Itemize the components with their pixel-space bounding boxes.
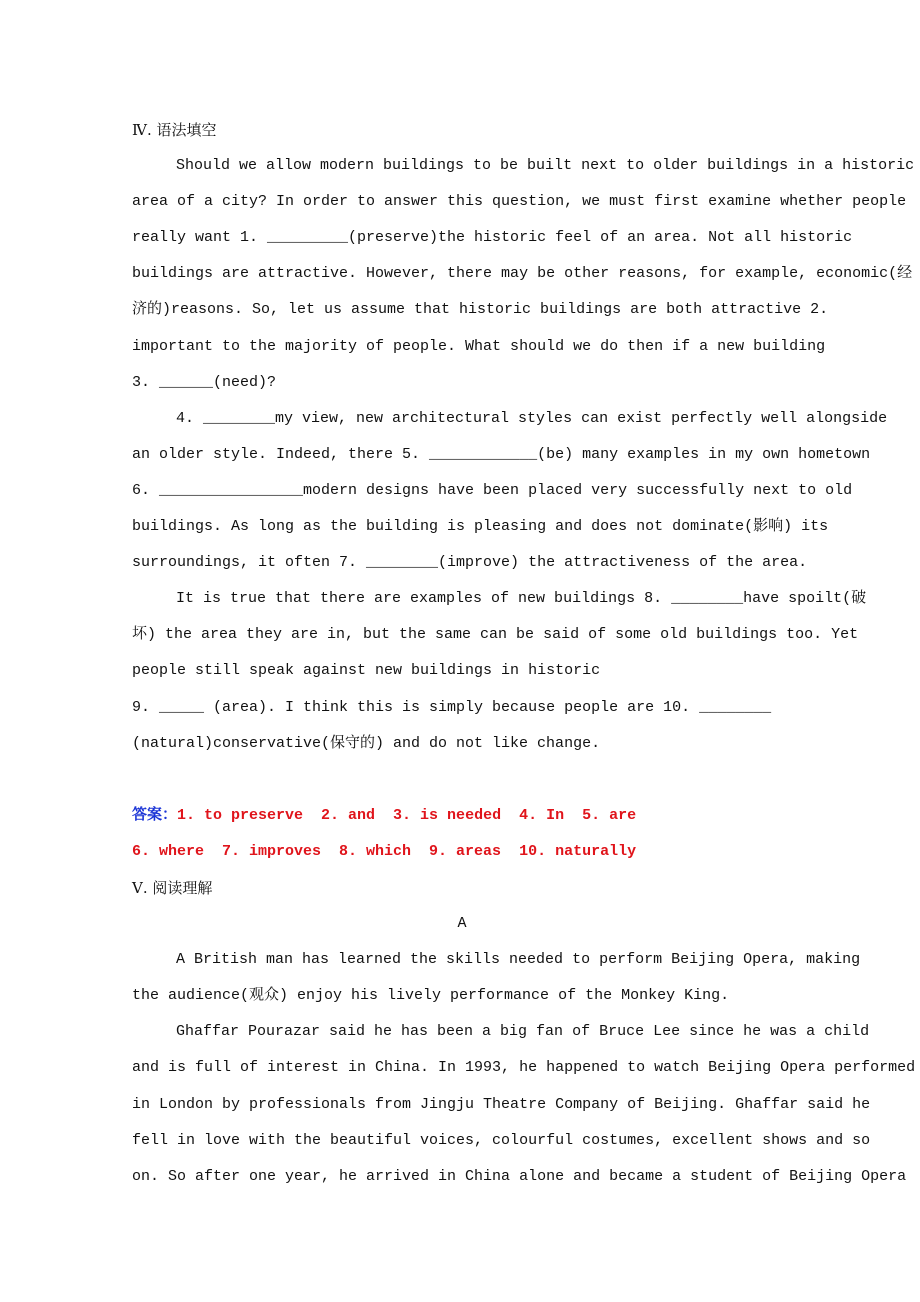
- answer-label: 答案：: [132, 806, 178, 824]
- paragraph-line: Should we allow modern buildings to be built next to older buildings in a historic: [176, 157, 915, 175]
- section-heading-grammar: Ⅳ. 语法填空: [132, 121, 217, 139]
- paragraph-line: area of a city? In order to answer this question, we must first examine whether people: [132, 193, 907, 211]
- answer-line-2: [132, 834, 792, 870]
- paragraph-line: an older style. Indeed, there 5. ____________(be) many examples in my own hometown: [132, 445, 871, 463]
- paragraph-line: 9. _____ (area). I think this is simply because people are 10. ________: [132, 698, 772, 716]
- paragraph-line: It is true that there are examples of new buildings 8. ________have spoilt(破: [176, 590, 867, 608]
- paragraph-line: Ghaffar Pourazar said he has been a big fan of Bruce Lee since he was a child: [176, 1023, 870, 1041]
- paragraph-line: surroundings, it often 7. ________(improve) the attractiveness of the area.: [132, 554, 808, 572]
- paragraph-line: important to the majority of people. What should we do then if a new building: [132, 337, 826, 355]
- paragraph-line: fell in love with the beautiful voices, colourful costumes, excellent shows and so: [132, 1131, 871, 1149]
- paragraph-line: buildings. As long as the building is pleasing and does not dominate(影响) its: [132, 518, 829, 536]
- paragraph-line: people still speak against new buildings in historic: [132, 662, 601, 680]
- paragraph-line: 坏) the area they are in, but the same can be said of some old buildings too. Yet: [132, 626, 859, 644]
- paragraph-line: A British man has learned the skills needed to perform Beijing Opera, making: [176, 951, 861, 969]
- document-page: [132, 112, 916, 1195]
- paragraph-line: 6. ________________modern designs have been placed very successfully next to old: [132, 481, 853, 499]
- section-heading-reading: Ⅴ. 阅读理解: [132, 878, 213, 897]
- answer-text: 6. where 7. improves 8. which 9. areas 10. naturally: [132, 842, 637, 860]
- answer-text: 1. to preserve 2. and 3. is needed 4. In 5. are: [177, 806, 637, 824]
- paragraph-line: 3. ______(need)?: [132, 373, 277, 391]
- paragraph-line: 济的)reasons. So, let us assume that historic buildings are both attractive 2.: [132, 301, 829, 319]
- passage-letter: A: [457, 915, 467, 933]
- paragraph-line: the audience(观众) enjoy his lively performance of the Monkey King.: [132, 987, 730, 1005]
- paragraph-line: buildings are attractive. However, there may be other reasons, for example, economic(经: [132, 265, 913, 283]
- paragraph-line: in London by professionals from Jingju Theatre Company of Beijing. Ghaffar said he: [132, 1095, 871, 1113]
- blank-spacer: [132, 762, 792, 798]
- paragraph-line: on. So after one year, he arrived in China alone and became a student of Beijing Opera: [132, 1167, 907, 1185]
- paragraph-line: and is full of interest in China. In 1993, he happened to watch Beijing Opera performed: [132, 1059, 916, 1077]
- paragraph-line: (natural)conservative(保守的) and do not like change.: [132, 734, 601, 752]
- paragraph-line: really want 1. _________(preserve)the historic feel of an area. Not all historic: [132, 229, 853, 247]
- answer-line-1: [132, 798, 792, 834]
- paragraph-line: 4. ________my view, new architectural styles can exist perfectly well alongside: [176, 409, 888, 427]
